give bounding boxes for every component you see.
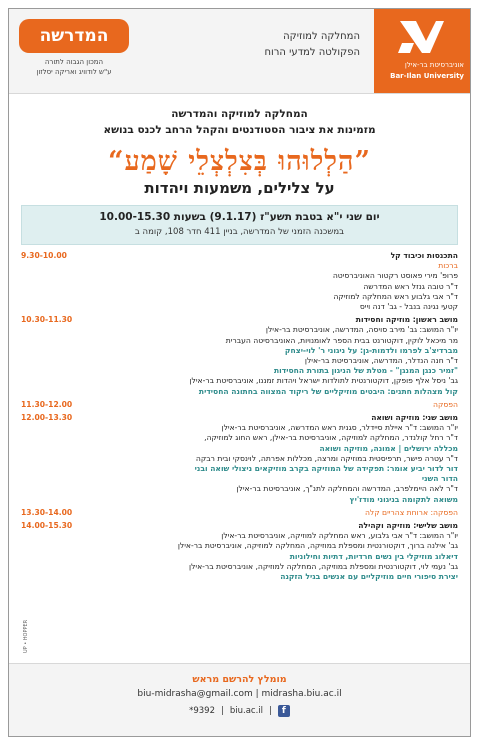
schedule-line: "זמיר כנגן המנגן" - מטלת של הניגון בתורת החסידות <box>273 366 458 376</box>
schedule-block-content <box>79 251 458 312</box>
schedule-time: 12.00-13.30 <box>21 413 73 423</box>
schedule-line: מברדיצ'ב לפרמו ולדמות-גן: על ניגוני ר' לוי-יצחק <box>284 345 458 355</box>
registration-note: מומלץ להרשם מראש <box>192 674 287 685</box>
event-date: יום שני י"א בטבת תשע"ז (9.1.17) בשעות 10.00-15.30 <box>99 211 380 223</box>
schedule-line: קול מצהלות חתנים: היבטים מוזיקליים של ריקוד המצווה בחתונה החסידית <box>198 386 458 396</box>
schedule-line: יצירת סיפורי חיים מוזיקליים עם אנשים בגיל הזקנה <box>280 572 458 582</box>
date-location-box <box>21 205 458 245</box>
schedule-line: הדור השני <box>421 474 458 484</box>
schedule-time: 10.30-11.30 <box>21 315 73 325</box>
schedule-line: הפסקה <box>433 399 458 409</box>
biu-logo-icon <box>396 15 448 59</box>
schedule-block-content <box>79 400 458 410</box>
schedule-line: גב' אילנה ברוך, דוקטורנטית ומספלת במוזיקה, המחלקה למוזיקה, אוניברסיטת בר-אילן <box>177 541 458 551</box>
schedule-block <box>21 521 458 582</box>
schedule-block <box>21 315 458 397</box>
schedule-block <box>21 400 458 410</box>
header <box>9 9 470 94</box>
schedule-line: ד"ר לאה היימלפרב, המדרשה והמחלקה לתנ"ך, אוניברסיטת בר-אילן <box>236 484 458 494</box>
schedule-time: 13.30-14.00 <box>21 507 73 517</box>
biu-site-link[interactable]: biu.ac.il <box>229 706 264 716</box>
schedule-line: משואה לתקומה בניגוני מודז'יץ <box>349 494 458 504</box>
conference-subtitle: על צלילים, משמעות ויהדות <box>144 179 335 197</box>
schedule-line: הפסקה: ארוחת צהריים קלה <box>364 507 458 517</box>
side-credit <box>23 593 33 653</box>
biu-name-he: אוניברסיטת בר-אילן <box>404 61 464 69</box>
contact-info[interactable]: biu-midrasha@gmail.com | midrasha.biu.ac.il <box>137 689 342 699</box>
midrasha-subtitle <box>15 57 133 77</box>
footer-divider: | <box>269 706 272 716</box>
schedule-block-content <box>79 315 458 397</box>
schedule-line: יו"ר המושב: גב' מירב סויסה, המדרשה, אוניברסיטת בר-אילן <box>265 325 458 335</box>
schedule-block <box>21 508 458 518</box>
footer <box>9 663 470 736</box>
schedule-line: ד"ר טובה גנזל ראש המדרשה <box>363 281 458 291</box>
side-credit-text: UP • HOPPER <box>23 619 29 653</box>
schedule-time: 11.30-12.00 <box>21 399 73 409</box>
schedule-block <box>21 413 458 505</box>
midrasha-logo: המדרשה <box>19 19 129 53</box>
schedule-line: מושב ראשון: מוזיקה וחסידות <box>355 315 458 325</box>
conference-title: ”הַלְלוּהוּ בְּצִלְצְלֵי שָׁמַע“ <box>107 146 372 177</box>
schedule-line: ד"ר רחל קולנדר, המחלקה למוזיקה, אוניברסיטת בר-אילן, ראש החוג למוזיקה, <box>204 433 458 443</box>
schedule-line: מושב שלישי: מוזיקה וקהילה <box>358 521 458 531</box>
biu-name-en: Bar-Ilan University <box>390 72 464 80</box>
department-block <box>210 29 360 61</box>
schedule-block <box>21 251 458 312</box>
schedule-line: דור לדור יביע אומר: תפקידה של המוזיקה בקרב מוזיקאים ניצולי שואה ובני <box>194 464 458 474</box>
schedule-line: ד"ר אבי גלבוע ראש המחלקה למוזיקה <box>333 291 458 301</box>
poster-body <box>9 106 470 585</box>
facebook-icon[interactable]: f <box>278 705 290 717</box>
phone-number[interactable]: *9392 <box>189 706 215 716</box>
schedule-line: גב' נעמי לוי, דוקטורנטית ומספלת במוזיקה, המחלקה למוזיקה, אוניברסיטת בר-אילן <box>189 561 458 571</box>
schedule-line: פרופ' מירי פאוסט רקטור האוניברסיטה <box>332 271 458 281</box>
schedule <box>21 251 458 585</box>
schedule-spacer <box>21 582 458 585</box>
schedule-line: ברכות <box>438 261 458 271</box>
schedule-line: גב' ניסל אלף פופקן, דוקטורנטית לתולדות ישראל ויהדות זמננו, אוניברסיטת בר-אילן <box>189 376 458 386</box>
schedule-time: 9.30-10.00 <box>21 251 67 260</box>
schedule-line: מכללה ירושלים | אמונה, מוזיקה ושואה <box>319 443 458 453</box>
schedule-line: קטעי נגינה בנבל - גב' דנה וייס <box>359 302 458 312</box>
intro <box>21 106 458 138</box>
biu-logo <box>374 9 470 93</box>
schedule-line: ד"ר חנה הנדלר, המדרשה, אוניברסיטת בר-אילן <box>304 356 458 366</box>
event-location: במשכנה הזמני של המדרשה, בניין 411 חדר 108, קומה ב <box>134 227 345 237</box>
intro-line-1: המחלקה למוזיקה והמדרשה <box>171 108 308 120</box>
intro-line-2: מזמינות את ציבור הסטודנטים והקהל הרחב לכנס בנושא <box>103 124 376 136</box>
event-poster <box>8 8 471 737</box>
schedule-line: יו"ר המושב: ד"ר איילת סיידלר, סגנית ראש המדרשה, אוניברסיטת בר-אילן <box>221 423 458 433</box>
footer-social <box>9 705 470 717</box>
schedule-line: מושב שני: מוזיקה ושואה <box>371 413 458 423</box>
schedule-time: 14.00-15.30 <box>21 521 73 531</box>
schedule-line: יו"ר המושב: ד"ר אבי גלבוע, ראש המחלקה למוזיקה, אוניברסיטת בר-אילן <box>221 531 458 541</box>
schedule-block-content <box>79 508 458 518</box>
schedule-line: מר מיכאל לוקין, דוקטורנט בבית הספר לאומנויות, האוניברסיטה העברית <box>225 335 458 345</box>
midrasha-sub-2: ע"ש לודוויג ואריקה יסלזון <box>36 68 112 76</box>
schedule-block-content <box>79 413 458 505</box>
schedule-line: ד"ר עטרה פישר, תרפיסטית במוזיקה ומרצה, מכללות אפרתה, לוינסקי ובית רבקה <box>195 453 458 463</box>
dept-line-1: המחלקה למוזיקה <box>283 31 360 42</box>
schedule-line: דיאלוג מוזיקלי בין נשים חרדיות, דתיות וחילוניות <box>289 551 458 561</box>
schedule-line: התכנסות וכיבוד קל <box>390 251 458 260</box>
schedule-block-content <box>79 521 458 582</box>
midrasha-sub-1: המכון הגבוה לתורה <box>44 58 104 66</box>
footer-divider: | <box>220 706 224 716</box>
dept-line-2: הפקולטה למדעי הרוח <box>264 47 360 58</box>
